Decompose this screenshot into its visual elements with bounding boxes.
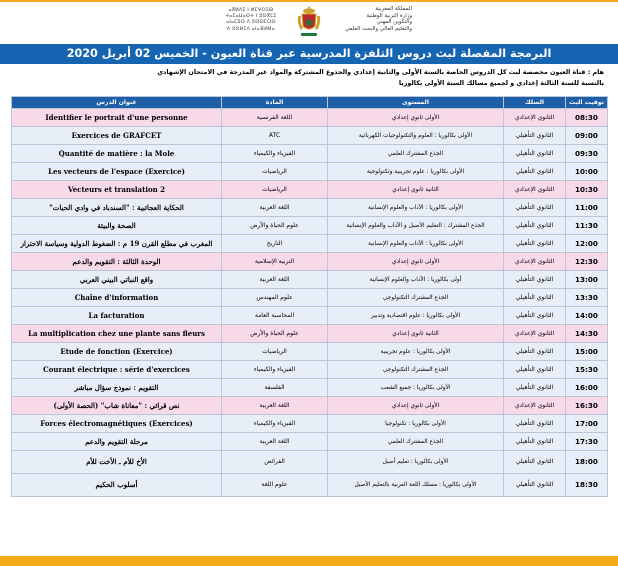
cell-subject: علوم الحياة والأرض (222, 325, 328, 343)
schedule-title: البرمجة المفصلة لبث دروس التلفزة المدرسية عبر قناة العيون - الخميس 02 أبريل 2020 (0, 44, 618, 64)
table-header-row (12, 97, 608, 109)
cell-subject: اللغة الفرنسية (222, 109, 328, 127)
table-row (12, 127, 608, 145)
cell-course: الصحة والبيئة (12, 217, 222, 235)
cell-subject: الفلسفة (222, 379, 328, 397)
cell-level: الأولى بكالوريا : الآداب والعلوم الإنسانية (328, 199, 504, 217)
cell-cycle: الثانوي الإعدادي (504, 325, 566, 343)
table-row (12, 474, 608, 497)
cell-subject: اللغة العربية (222, 271, 328, 289)
cell-cycle: الثانوي التأهيلي (504, 415, 566, 433)
cell-level: الأولى ثانوي إعدادي (328, 109, 504, 127)
table-row (12, 109, 608, 127)
cell-subject: علوم اللغة (222, 474, 328, 497)
header-time: توقيت البث (566, 97, 608, 109)
table-row (12, 415, 608, 433)
cell-level: الأولى ثانوي إعدادي (328, 397, 504, 415)
cell-time: 13:30 (566, 289, 608, 307)
cell-course: التقويم : نموذج سؤال مباشر (12, 379, 222, 397)
cell-subject: اللغة العربية (222, 397, 328, 415)
cell-subject: علوم الحياة والأرض (222, 217, 328, 235)
cell-cycle: الثانوي التأهيلي (504, 451, 566, 474)
cell-course: Les vecteurs de l'espace (Exercice) (12, 163, 222, 181)
ministry-line: والتكوين المهني (376, 19, 412, 26)
cell-time: 16:00 (566, 379, 608, 397)
table-row (12, 217, 608, 235)
table-row (12, 379, 608, 397)
cell-level: الجذع المشترك : التعليم الأصيل و الآداب والعلوم الإنسانية (328, 217, 504, 235)
cell-time: 14:30 (566, 325, 608, 343)
cell-time: 11:30 (566, 217, 608, 235)
table-row (12, 361, 608, 379)
table-row (12, 307, 608, 325)
ministry-line: المملكة المغربية (375, 6, 412, 12)
cell-level: الأولى بكالوريا : العلوم والتكنولوجيات الكهربائية (328, 127, 504, 145)
cell-course: Chaîne d'information (12, 289, 222, 307)
cell-level: الثانية ثانوي إعدادي (328, 181, 504, 199)
cell-level: الأولى بكالوريا : تكنولوجيا (328, 415, 504, 433)
cell-level: الجذع المشترك العلمي (328, 433, 504, 451)
ministry-name-tifinagh (206, 8, 296, 33)
cell-level: الأولى بكالوريا : تعليم أصيل (328, 451, 504, 474)
cell-time: 13:00 (566, 271, 608, 289)
bottom-accent-bar (0, 556, 618, 566)
cell-course: الوحدة الثالثة : التقويم والدعم (12, 253, 222, 271)
cell-time: 09:00 (566, 127, 608, 145)
cell-cycle: الثانوي الإعدادي (504, 397, 566, 415)
cell-time: 18:00 (566, 451, 608, 474)
cell-course: Etude de fonction (Exercice) (12, 343, 222, 361)
table-row (12, 181, 608, 199)
cell-course: Vecteurs et translation 2 (12, 181, 222, 199)
cell-level: الأولى بكالوريا : جميع الشعب (328, 379, 504, 397)
cell-subject: الرياضيات (222, 181, 328, 199)
cell-time: 17:30 (566, 433, 608, 451)
cell-cycle: الثانوي التأهيلي (504, 199, 566, 217)
header-level: المستوى (328, 97, 504, 109)
cell-time: 09:30 (566, 145, 608, 163)
important-notice (14, 67, 604, 89)
cell-course: واقع النباتي البيني العربي (12, 271, 222, 289)
cell-level: الأولى بكالوريا : الآداب والعلوم الإنسانية (328, 235, 504, 253)
table-row (12, 451, 608, 474)
cell-course: الحكاية العجائبية : "السندباد في وادي الحيات" (12, 199, 222, 217)
cell-cycle: الثانوي التأهيلي (504, 163, 566, 181)
cell-cycle: الثانوي التأهيلي (504, 361, 566, 379)
table-row (12, 289, 608, 307)
table-row (12, 397, 608, 415)
cell-subject: علوم المهندس (222, 289, 328, 307)
cell-time: 12:30 (566, 253, 608, 271)
cell-cycle: الثانوي التأهيلي (504, 474, 566, 497)
cell-cycle: الثانوي التأهيلي (504, 379, 566, 397)
cell-time: 11:00 (566, 199, 608, 217)
cell-subject: التربية الإسلامية (222, 253, 328, 271)
header-subject: المادة (222, 97, 328, 109)
cell-time: 16:30 (566, 397, 608, 415)
page-header (0, 0, 618, 44)
cell-course: مرحلة التقويم والدعم (12, 433, 222, 451)
ministry-name-arabic (320, 6, 412, 32)
table-row (12, 235, 608, 253)
cell-cycle: الثانوي الإعدادي (504, 253, 566, 271)
cell-course: Courant électrique : série d'exercices (12, 361, 222, 379)
cell-level: الأولى بكالوريا : علوم تجريبية (328, 343, 504, 361)
tifinagh-line: ⴰⵏⴰⵎⵓⵔ ⴷ ⵓⵙⵙⵎⵔⵙ (226, 20, 276, 26)
cell-time: 18:30 (566, 474, 608, 497)
cell-level: الجذع المشترك التكنولوجي (328, 361, 504, 379)
kingdom-coat-of-arms-icon (296, 4, 322, 38)
cell-cycle: الثانوي التأهيلي (504, 343, 566, 361)
cell-subject: الفرائض (222, 451, 328, 474)
cell-time: 15:00 (566, 343, 608, 361)
cell-course: Forces électromagnétiques (Exercices) (12, 415, 222, 433)
cell-cycle: الثانوي الإعدادي (504, 109, 566, 127)
cell-level: الثانية ثانوي إعدادي (328, 325, 504, 343)
cell-subject: الرياضيات (222, 163, 328, 181)
table-row (12, 253, 608, 271)
broadcast-schedule-table (11, 96, 608, 497)
cell-subject: ATC (222, 127, 328, 145)
tifinagh-line: ⴷ ⵓⵙⵍⵎⴷ ⴰⵏⴰⴼⵍⵍⴰ (226, 26, 276, 32)
cell-subject: اللغة العربية (222, 433, 328, 451)
cell-course: Quantité de matière : la Mole (12, 145, 222, 163)
cell-cycle: الثانوي الإعدادي (504, 181, 566, 199)
cell-course: الأخ للأم ـ الأخت للأم (12, 451, 222, 474)
cell-cycle: الثانوي التأهيلي (504, 289, 566, 307)
cell-time: 08:30 (566, 109, 608, 127)
notice-line: بالنسبة للسنة الثالثة إعدادي و لجميع مسالك السنة الأولى بكالوريا (398, 79, 604, 87)
cell-level: الأولى بكالوريا : علوم تجريبية وتكنولوجية (328, 163, 504, 181)
cell-cycle: الثانوي التأهيلي (504, 271, 566, 289)
cell-course: أسلوب الحكيم (12, 474, 222, 497)
header-course: عنوان الدرس (12, 97, 222, 109)
tifinagh-line: ⵜⴰⵎⴰⵡⴰⵙⵜ ⵏ ⵓⵙⴳⵎⵉ (225, 14, 277, 20)
cell-course: La facturation (12, 307, 222, 325)
cell-time: 12:00 (566, 235, 608, 253)
cell-subject: المحاسبة العامة (222, 307, 328, 325)
cell-cycle: الثانوي التأهيلي (504, 127, 566, 145)
cell-level: الجذع المشترك التكنولوجي (328, 289, 504, 307)
cell-level: الأولى ثانوي إعدادي (328, 253, 504, 271)
cell-cycle: الثانوي التأهيلي (504, 217, 566, 235)
cell-subject: الفيزياء والكيمياء (222, 361, 328, 379)
table-row (12, 433, 608, 451)
cell-subject: الفيزياء والكيمياء (222, 145, 328, 163)
cell-level: الجذع المشترك العلمي (328, 145, 504, 163)
table-row (12, 145, 608, 163)
cell-subject: الفيزياء والكيمياء (222, 415, 328, 433)
table-row (12, 199, 608, 217)
cell-cycle: الثانوي التأهيلي (504, 307, 566, 325)
table-row (12, 163, 608, 181)
tifinagh-line: ⴰⴳⵍⴷⵉ ⵏ ⵍⵎⵖⵔⵉⴱ (228, 8, 274, 13)
table-row (12, 343, 608, 361)
notice-line: هام : قناة العيون مخصصة لبث كل الدروس الخاصة بالسنة الأولى والثانية إعدادي والجذوع المشتركة والمواد غير المدرجة في الامتحان الإشهادي (157, 68, 604, 76)
header-cycle: السلك (504, 97, 566, 109)
cell-level: أولى بكالوريا : الآداب والعلوم الإنسانية (328, 271, 504, 289)
ministry-line: والتعليم العالي والبحث العلمي (345, 25, 412, 32)
cell-time: 10:30 (566, 181, 608, 199)
cell-subject: الرياضيات (222, 343, 328, 361)
cell-cycle: الثانوي التأهيلي (504, 433, 566, 451)
cell-course: المغرب في مطلع القرن 19 م : الضغوط الدولية وسياسة الاحتراز (12, 235, 222, 253)
cell-time: 15:30 (566, 361, 608, 379)
cell-time: 17:00 (566, 415, 608, 433)
cell-cycle: الثانوي التأهيلي (504, 145, 566, 163)
cell-course: نص قرائي : "معاناة شاب" (الحصة الأولى) (12, 397, 222, 415)
cell-level: الأولى بكالوريا : مسلك اللغة العربية بالتعليم الأصيل (328, 474, 504, 497)
cell-level: الأولى بكالوريا : علوم اقتصادية وتدبير (328, 307, 504, 325)
table-row (12, 271, 608, 289)
cell-cycle: الثانوي التأهيلي (504, 235, 566, 253)
cell-subject: التاريخ (222, 235, 328, 253)
cell-time: 14:00 (566, 307, 608, 325)
cell-course: Identifier le portrait d'une personne (12, 109, 222, 127)
ministry-line: وزارة التربية الوطنية (366, 12, 412, 19)
cell-course: La multiplication chez une plante sans fleurs (12, 325, 222, 343)
table-row (12, 325, 608, 343)
cell-subject: اللغة العربية (222, 199, 328, 217)
cell-course: Exercices de GRAFCET (12, 127, 222, 145)
cell-time: 10:00 (566, 163, 608, 181)
